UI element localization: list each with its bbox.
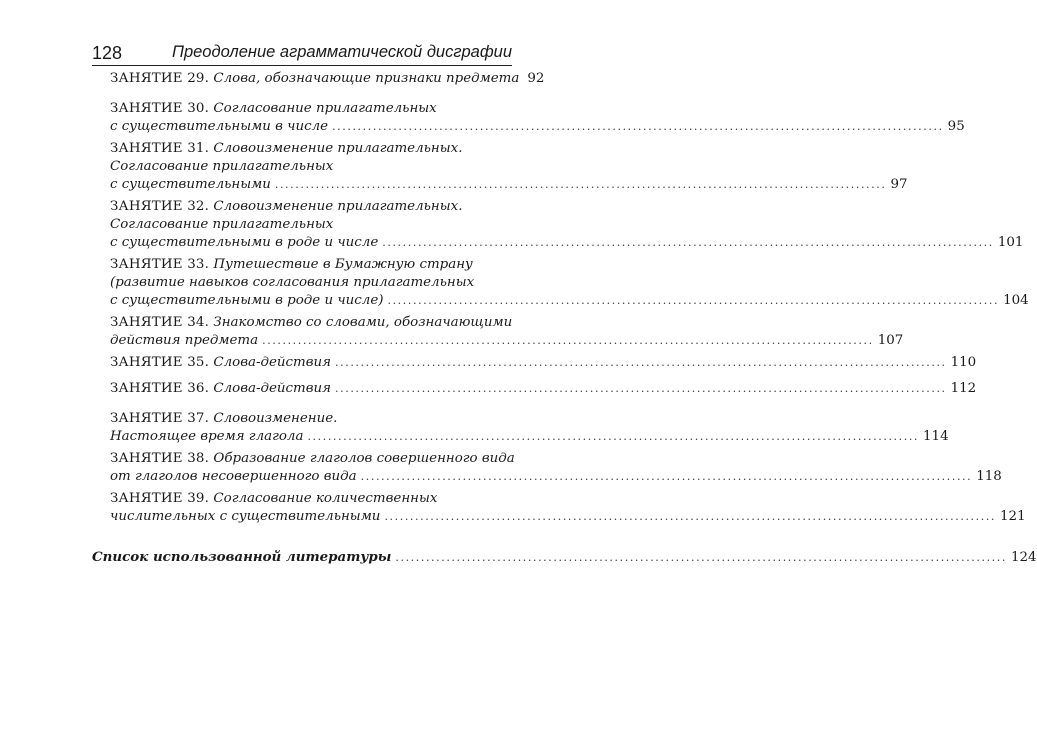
- toc-entry-text: [110, 234, 378, 252]
- toc-entry-line: [110, 332, 904, 350]
- toc-entry: [92, 380, 977, 398]
- lesson-number: ЗАНЯТИЕ 37.: [110, 411, 210, 426]
- lesson-title: с существительными в числе: [110, 119, 329, 134]
- toc-entry-text: [110, 380, 331, 398]
- toc-entry-text: [110, 354, 331, 372]
- toc-entry-line: [110, 176, 908, 194]
- lesson-title: Слова, обозначающие признаки предмета: [213, 71, 520, 86]
- toc-entry-line: [110, 292, 1029, 310]
- toc-entry-line: [110, 314, 530, 332]
- lesson-title: Словоизменение прилагательных.: [213, 141, 463, 156]
- lesson-title: Согласование количественных: [213, 491, 438, 506]
- dot-leader: ........................................................................................................................: [335, 356, 947, 369]
- toc-entry: [92, 410, 949, 446]
- dot-leader: ........................................................................................................................: [332, 120, 944, 133]
- lesson-title: от глаголов несовершенного вида: [110, 469, 357, 484]
- lesson-number: ЗАНЯТИЕ 29.: [110, 71, 210, 86]
- toc-entry-line: [110, 508, 1026, 526]
- toc-entry-line: [110, 100, 530, 118]
- lesson-number: ЗАНЯТИЕ 38.: [110, 451, 210, 466]
- toc-entry: [92, 490, 1026, 526]
- toc-entry-text: [110, 332, 258, 350]
- lesson-number: ЗАНЯТИЕ 32.: [110, 199, 210, 214]
- page-ref: 95: [947, 119, 965, 134]
- toc-entry-bibliography: [92, 548, 1037, 567]
- toc-entry-line: [110, 118, 965, 136]
- lesson-title: числительных с существительными: [110, 509, 381, 524]
- toc-entry-line: [110, 468, 1002, 486]
- lesson-title: с существительными: [110, 177, 271, 192]
- toc-entry: [92, 256, 1029, 310]
- page-ref: 110: [950, 355, 977, 370]
- page-ref: 97: [890, 177, 908, 192]
- page-ref: 121: [1000, 509, 1026, 524]
- lesson-number: ЗАНЯТИЕ 34.: [110, 315, 210, 330]
- page-header: [92, 40, 512, 68]
- toc-entry-line: [110, 140, 530, 158]
- toc-entry-line: [110, 490, 530, 508]
- toc-entry-text: [110, 176, 271, 194]
- lesson-title: с существительными в роде и числе: [110, 235, 379, 250]
- toc-entry-text: [110, 508, 380, 526]
- page-ref: 118: [976, 469, 1002, 484]
- lesson-number: ЗАНЯТИЕ 31.: [110, 141, 210, 156]
- page-ref: 107: [877, 333, 904, 348]
- lesson-number: ЗАНЯТИЕ 35.: [110, 355, 210, 370]
- toc-entry-text: [110, 118, 328, 136]
- dot-leader: ........................................................................................................................: [262, 334, 874, 347]
- toc-entry-text: [110, 411, 337, 426]
- lesson-title: Согласование прилагательных: [213, 101, 437, 116]
- lesson-title: Словоизменение.: [213, 411, 338, 426]
- page-ref: 114: [923, 429, 949, 444]
- toc-entry-line: [110, 354, 977, 372]
- toc-entry: [92, 140, 908, 194]
- lesson-number: ЗАНЯТИЕ 33.: [110, 257, 210, 272]
- page-ref: 104: [1003, 293, 1029, 308]
- lesson-title: Согласование прилагательных: [110, 159, 334, 174]
- toc-entry-line: [110, 380, 977, 398]
- dot-leader: ........................................................................................................................: [360, 470, 973, 483]
- dot-leader: ........................................................................................................................: [382, 236, 994, 249]
- toc-entry-text: [110, 141, 462, 156]
- dot-leader: ........................................................................................................................: [387, 294, 1000, 307]
- lesson-title: Путешествие в Бумажную страну: [213, 257, 473, 272]
- toc-entry-line: [110, 234, 1024, 252]
- lesson-title: Знакомство со словами, обозначающими: [213, 315, 513, 330]
- toc-entry-line: [110, 256, 530, 274]
- page-ref: 112: [950, 381, 977, 396]
- lesson-title: действия предмета: [110, 333, 259, 348]
- toc-entry-line: [110, 198, 530, 216]
- toc-entry-line: [110, 274, 530, 292]
- lesson-number: ЗАНЯТИЕ 30.: [110, 101, 210, 116]
- toc-entry: [92, 354, 977, 372]
- lesson-title: Слова-действия: [213, 381, 332, 396]
- toc-entry-text: [110, 199, 462, 214]
- header-rule: [92, 65, 512, 66]
- toc-entry: [92, 450, 1002, 486]
- running-title: Преодоление аграмматической дисграфии: [172, 43, 512, 61]
- lesson-title: Словоизменение прилагательных.: [213, 199, 463, 214]
- page-ref: 124: [1010, 550, 1037, 565]
- dot-leader: ........................................................................................................................: [384, 510, 997, 523]
- toc-entry: [92, 198, 1024, 252]
- toc-entry-line: [110, 158, 530, 176]
- lesson-title: Образование глаголов совершенного вида: [213, 451, 515, 466]
- dot-leader: ........................................................................................................................: [307, 430, 920, 443]
- toc-entry-text: [110, 292, 383, 310]
- toc-entry-text: [110, 70, 519, 88]
- toc-entry: [92, 70, 545, 88]
- dot-leader: ........................................................................................................................: [395, 551, 1007, 564]
- toc-entry-line: [110, 450, 530, 468]
- dot-leader: ........................................................................................................................: [335, 382, 947, 395]
- lesson-number: ЗАНЯТИЕ 39.: [110, 491, 210, 506]
- toc-entry-text: [110, 468, 357, 486]
- page-ref: 92: [527, 71, 545, 86]
- toc-entry-line: [92, 548, 1037, 567]
- toc-entry-line: [110, 410, 530, 428]
- bibliography-title: Список использованной литературы: [92, 549, 392, 565]
- lesson-title: Согласование прилагательных: [110, 217, 334, 232]
- toc-entry-text: [110, 159, 333, 174]
- toc-entry-line: [110, 216, 530, 234]
- lesson-title: с существительными в роде и числе): [110, 293, 384, 308]
- lesson-title: Слова-действия: [213, 355, 332, 370]
- toc-entry-line: [110, 70, 545, 88]
- toc-entry-text: [110, 257, 473, 272]
- toc-entry-text: [110, 101, 437, 116]
- toc-entry-text: [110, 315, 512, 330]
- dot-leader: ........................................................................................................................: [274, 178, 887, 191]
- toc-entry: [92, 314, 904, 350]
- toc-entry-text: [110, 428, 303, 446]
- page-ref: 101: [997, 235, 1024, 250]
- page-number: 128: [92, 43, 123, 63]
- toc-entry-text: [110, 491, 437, 506]
- lesson-title: Настоящее время глагола: [110, 429, 304, 444]
- lesson-number: ЗАНЯТИЕ 36.: [110, 381, 210, 396]
- toc-entry-line: [110, 428, 949, 446]
- lesson-title: (развитие навыков согласования прилагательных: [110, 275, 475, 290]
- toc-entry: [92, 100, 965, 136]
- toc-entry-text: [110, 217, 333, 232]
- toc-entry-text: [110, 451, 515, 466]
- toc-entry-text: [110, 275, 474, 290]
